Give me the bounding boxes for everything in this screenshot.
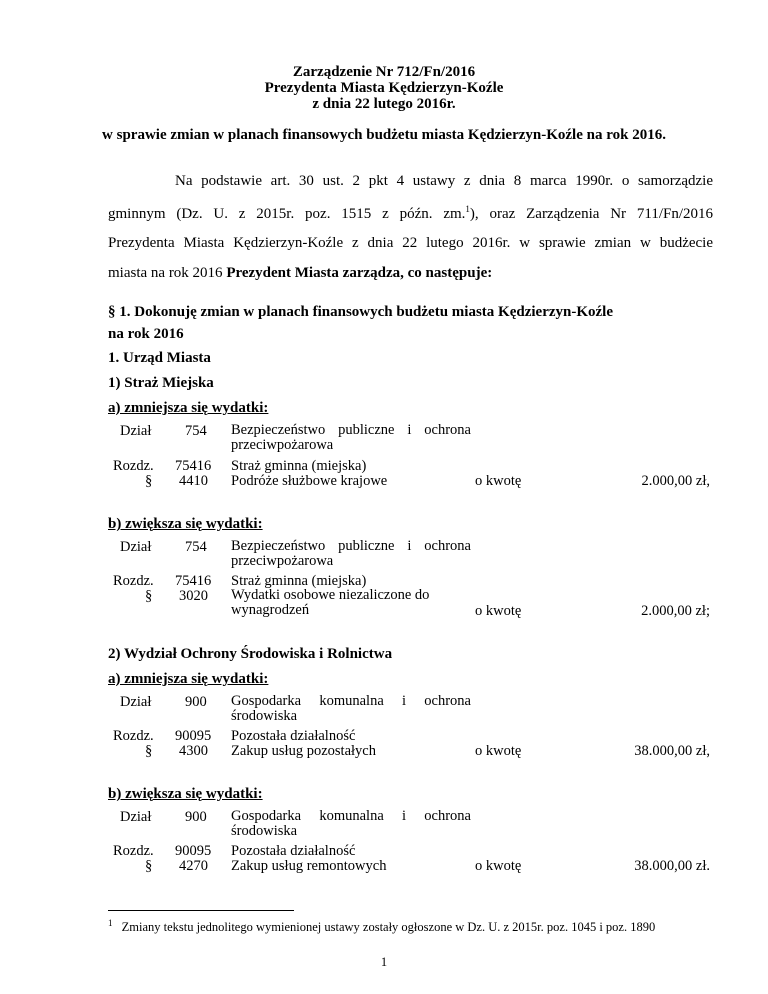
amount-prefix: o kwotę (475, 473, 522, 489)
preamble-line-4 (108, 265, 492, 282)
par-label: § (145, 588, 153, 604)
footnote-mark: 1 (108, 918, 113, 928)
par-description: Wydatki osobowe niezaliczone do wynagrodzeń (231, 587, 430, 618)
unit-heading: 1. Urząd Miasta (108, 350, 211, 366)
dzial-label: Dział (120, 539, 152, 555)
par-description: Zakup usług pozostałych (231, 743, 376, 759)
amount-value: 38.000,00 zł, (634, 743, 710, 759)
rozdz-description: Pozostała działalność (231, 843, 356, 859)
paragraph-1-line-2: na rok 2016 (108, 326, 184, 342)
par-code: 3020 (179, 588, 208, 604)
dzial-description: Bezpieczeństwo publiczne i ochrona przeciwpożarowa (231, 422, 471, 453)
section-heading-1: 1) Straż Miejska (108, 375, 214, 391)
dzial-label: Dział (120, 694, 152, 710)
rozdz-description: Pozostała działalność (231, 728, 356, 744)
dzial-description: Gospodarka komunalna i ochrona środowiska (231, 693, 471, 724)
preamble-line-2a: gminnym (Dz. U. z 2015r. poz. 1515 z późn. zm. (108, 206, 466, 222)
title-line-3: z dnia 22 lutego 2016r. (312, 96, 456, 112)
preamble-line-1: Na podstawie art. 30 ust. 2 pkt 4 ustawy z dnia 8 marca 1990r. o samorządzie (175, 173, 713, 189)
subject-line: w sprawie zmian w planach finansowych budżetu miasta Kędzierzyn-Koźle na rok 2016. (102, 127, 666, 143)
amount-prefix: o kwotę (475, 858, 522, 874)
amount-value: 38.000,00 zł. (634, 858, 710, 874)
par-code: 4410 (179, 473, 208, 489)
footnote (108, 918, 655, 935)
preamble-line-2 (108, 204, 713, 223)
par-label: § (145, 743, 153, 759)
preamble-line-4b: Prezydent Miasta zarządza, co następuje: (226, 265, 493, 281)
par-label: § (145, 473, 153, 489)
dzial-label: Dział (120, 423, 152, 439)
rozdz-label: Rozdz. (113, 843, 154, 859)
page-number: 1 (380, 955, 388, 969)
dzial-description: Bezpieczeństwo publiczne i ochrona przeciwpożarowa (231, 538, 471, 569)
par-description: Podróże służbowe krajowe (231, 473, 388, 489)
preamble-line-2b: ), oraz Zarządzenia Nr 711/Fn/2016 (469, 206, 713, 222)
paragraph-1-line-1: § 1. Dokonuję zmian w planach finansowych budżetu miasta Kędzierzyn-Koźle (108, 304, 614, 320)
footnote-ref: 1 (465, 204, 470, 214)
dzial-code: 900 (185, 809, 207, 825)
footnote-text: Zmiany tekstu jednolitego wymienionej ustawy zostały ogłoszone w Dz. U. z 2015r. poz. 1045 i poz. 1890 (121, 920, 656, 935)
title-line-2: Prezydenta Miasta Kędzierzyn-Koźle (264, 80, 504, 96)
dzial-code: 754 (185, 423, 207, 439)
dzial-description: Gospodarka komunalna i ochrona środowiska (231, 808, 471, 839)
par-description: Zakup usług remontowych (231, 858, 387, 874)
dzial-label: Dział (120, 809, 152, 825)
par-code: 4270 (179, 858, 208, 874)
par-code: 4300 (179, 743, 208, 759)
rozdz-code: 75416 (175, 573, 212, 589)
dzial-code: 900 (185, 694, 207, 710)
amount-value: 2.000,00 zł, (641, 473, 710, 489)
rozdz-label: Rozdz. (113, 728, 154, 744)
decrease-label-1: a) zmniejsza się wydatki: (108, 400, 269, 416)
rozdz-description: Straż gminna (miejska) (231, 573, 367, 589)
rozdz-code: 90095 (175, 843, 212, 859)
amount-prefix: o kwotę (475, 603, 522, 619)
rozdz-label: Rozdz. (113, 573, 154, 589)
preamble-line-4a: miasta na rok 2016 (108, 265, 227, 281)
decrease-label-2: a) zmniejsza się wydatki: (108, 671, 269, 687)
increase-label-2: b) zwiększa się wydatki: (108, 786, 263, 802)
footnote-separator (108, 910, 294, 911)
preamble-line-3: Prezydenta Miasta Kędzierzyn-Koźle z dnia 22 lutego 2016r. w sprawie zmian w budżecie (108, 235, 713, 251)
section-heading-2: 2) Wydział Ochrony Środowiska i Rolnictwa (108, 646, 393, 662)
rozdz-code: 75416 (175, 458, 212, 474)
title-line-1: Zarządzenie Nr 712/Fn/2016 (292, 64, 476, 80)
rozdz-description: Straż gminna (miejska) (231, 458, 367, 474)
amount-prefix: o kwotę (475, 743, 522, 759)
dzial-code: 754 (185, 539, 207, 555)
increase-label-1: b) zwiększa się wydatki: (108, 516, 263, 532)
par-label: § (145, 858, 153, 874)
rozdz-code: 90095 (175, 728, 212, 744)
rozdz-label: Rozdz. (113, 458, 154, 474)
amount-value: 2.000,00 zł; (641, 603, 710, 619)
